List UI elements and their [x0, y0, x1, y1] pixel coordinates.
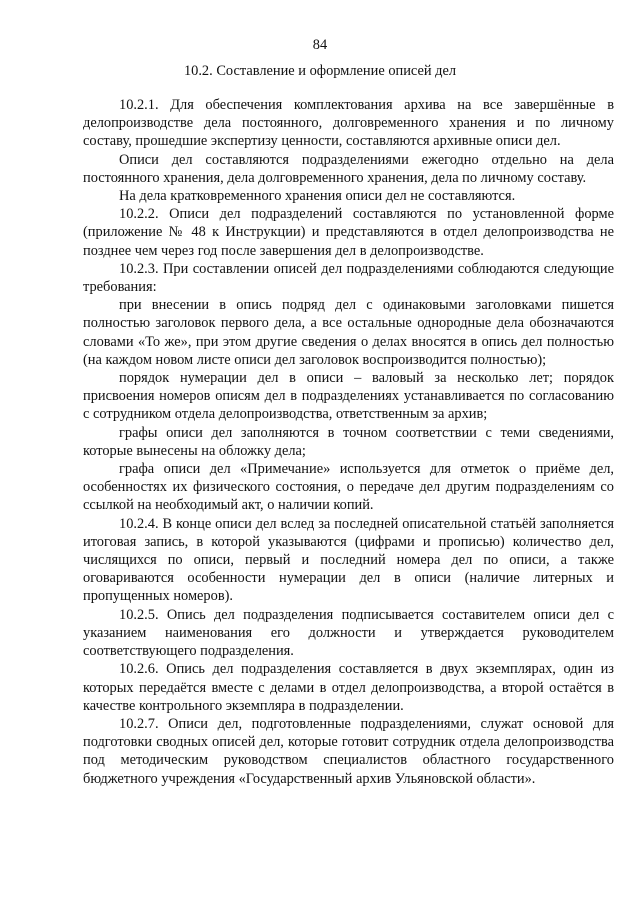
document-body: [83, 96, 614, 788]
paragraph-10-2-4: 10.2.4. В конце описи дел вслед за последней описательной статьёй заполняется итоговая запись, в которой указываются (цифрами и прописью) количество дел, числящихся по описи, первый и последний номера дел по описи, а также оговариваются особенности нумерации дел в описи (наличие литерных и пропущенных номеров).: [83, 515, 614, 605]
paragraph-inventory-compilation: Описи дел составляются подразделениями ежегодно отдельно на дела постоянного хранения, дела долговременного хранения, дела по личному составу.: [83, 151, 614, 186]
paragraph-10-2-3: 10.2.3. При составлении описей дел подразделениями соблюдаются следующие требования:: [83, 260, 614, 296]
paragraph-10-2-5: 10.2.5. Опись дел подразделения подписывается составителем описи дел с указанием наименования его должности и утверждается руководителем соответствующего подразделения.: [83, 606, 614, 660]
requirement-same-headings: при внесении в опись подряд дел с одинаковыми заголовками пишется полностью заголовок первого дела, а все остальные однородные дела обозначаются словами «То же», при этом другие сведения о делах вносятся в опись дел полностью (на каждом новом листе описи дел заголовок воспроизводится полностью);: [83, 297, 614, 368]
paragraph-10-2-1: 10.2.1. Для обеспечения комплектования архива на все завершённые в делопроизводстве дела постоянного, долговременного хранения и по личному составу, прошедшие экспертизу ценности, составляются архивные описи дел.: [83, 97, 614, 150]
requirement-numbering-order: порядок нумерации дел в описи – валовый за несколько лет; порядок присвоения номеров описям дел в подразделениях устанавливается по согласованию с сотрудником отдела делопроизводства, ответственным за архив;: [83, 370, 614, 423]
requirement-note-column: графа описи дел «Примечание» используется для отметок о приёме дел, особенностях их физического состояния, о передаче дел другим подразделениям со ссылкой на необходимый акт, о наличии копий.: [83, 461, 614, 514]
paragraph-10-2-7: 10.2.7. Описи дел, подготовленные подразделениями, служат основой для подготовки сводных описей дел, которые готовит сотрудник отдела делопроизводства под методическим руководством специалистов областного государственного бюджетного учреждения «Государственный архив Ульяновской области».: [83, 715, 614, 787]
page-number: 84: [312, 37, 328, 53]
paragraph-short-term-storage: На дела кратковременного хранения описи дел не составляются.: [119, 188, 516, 205]
requirement-columns-fill: графы описи дел заполняются в точном соответствии с теми сведениями, которые вынесены на обложку дела;: [83, 424, 614, 459]
section-title: 10.2. Составление и оформление описей дел: [183, 63, 457, 79]
paragraph-10-2-2: 10.2.2. Описи дел подразделений составляются по установленной форме (приложение № 48 к Инструкции) и представляются в отдел делопроизводства не позднее чем через год после завершения дел в делопроизводстве.: [83, 206, 614, 259]
paragraph-10-2-6: 10.2.6. Опись дел подразделения составляется в двух экземплярах, один из которых передаётся вместе с делами в отдел делопроизводства, а второй остаётся в качестве контрольного экземпляра в подразделении.: [83, 661, 614, 714]
